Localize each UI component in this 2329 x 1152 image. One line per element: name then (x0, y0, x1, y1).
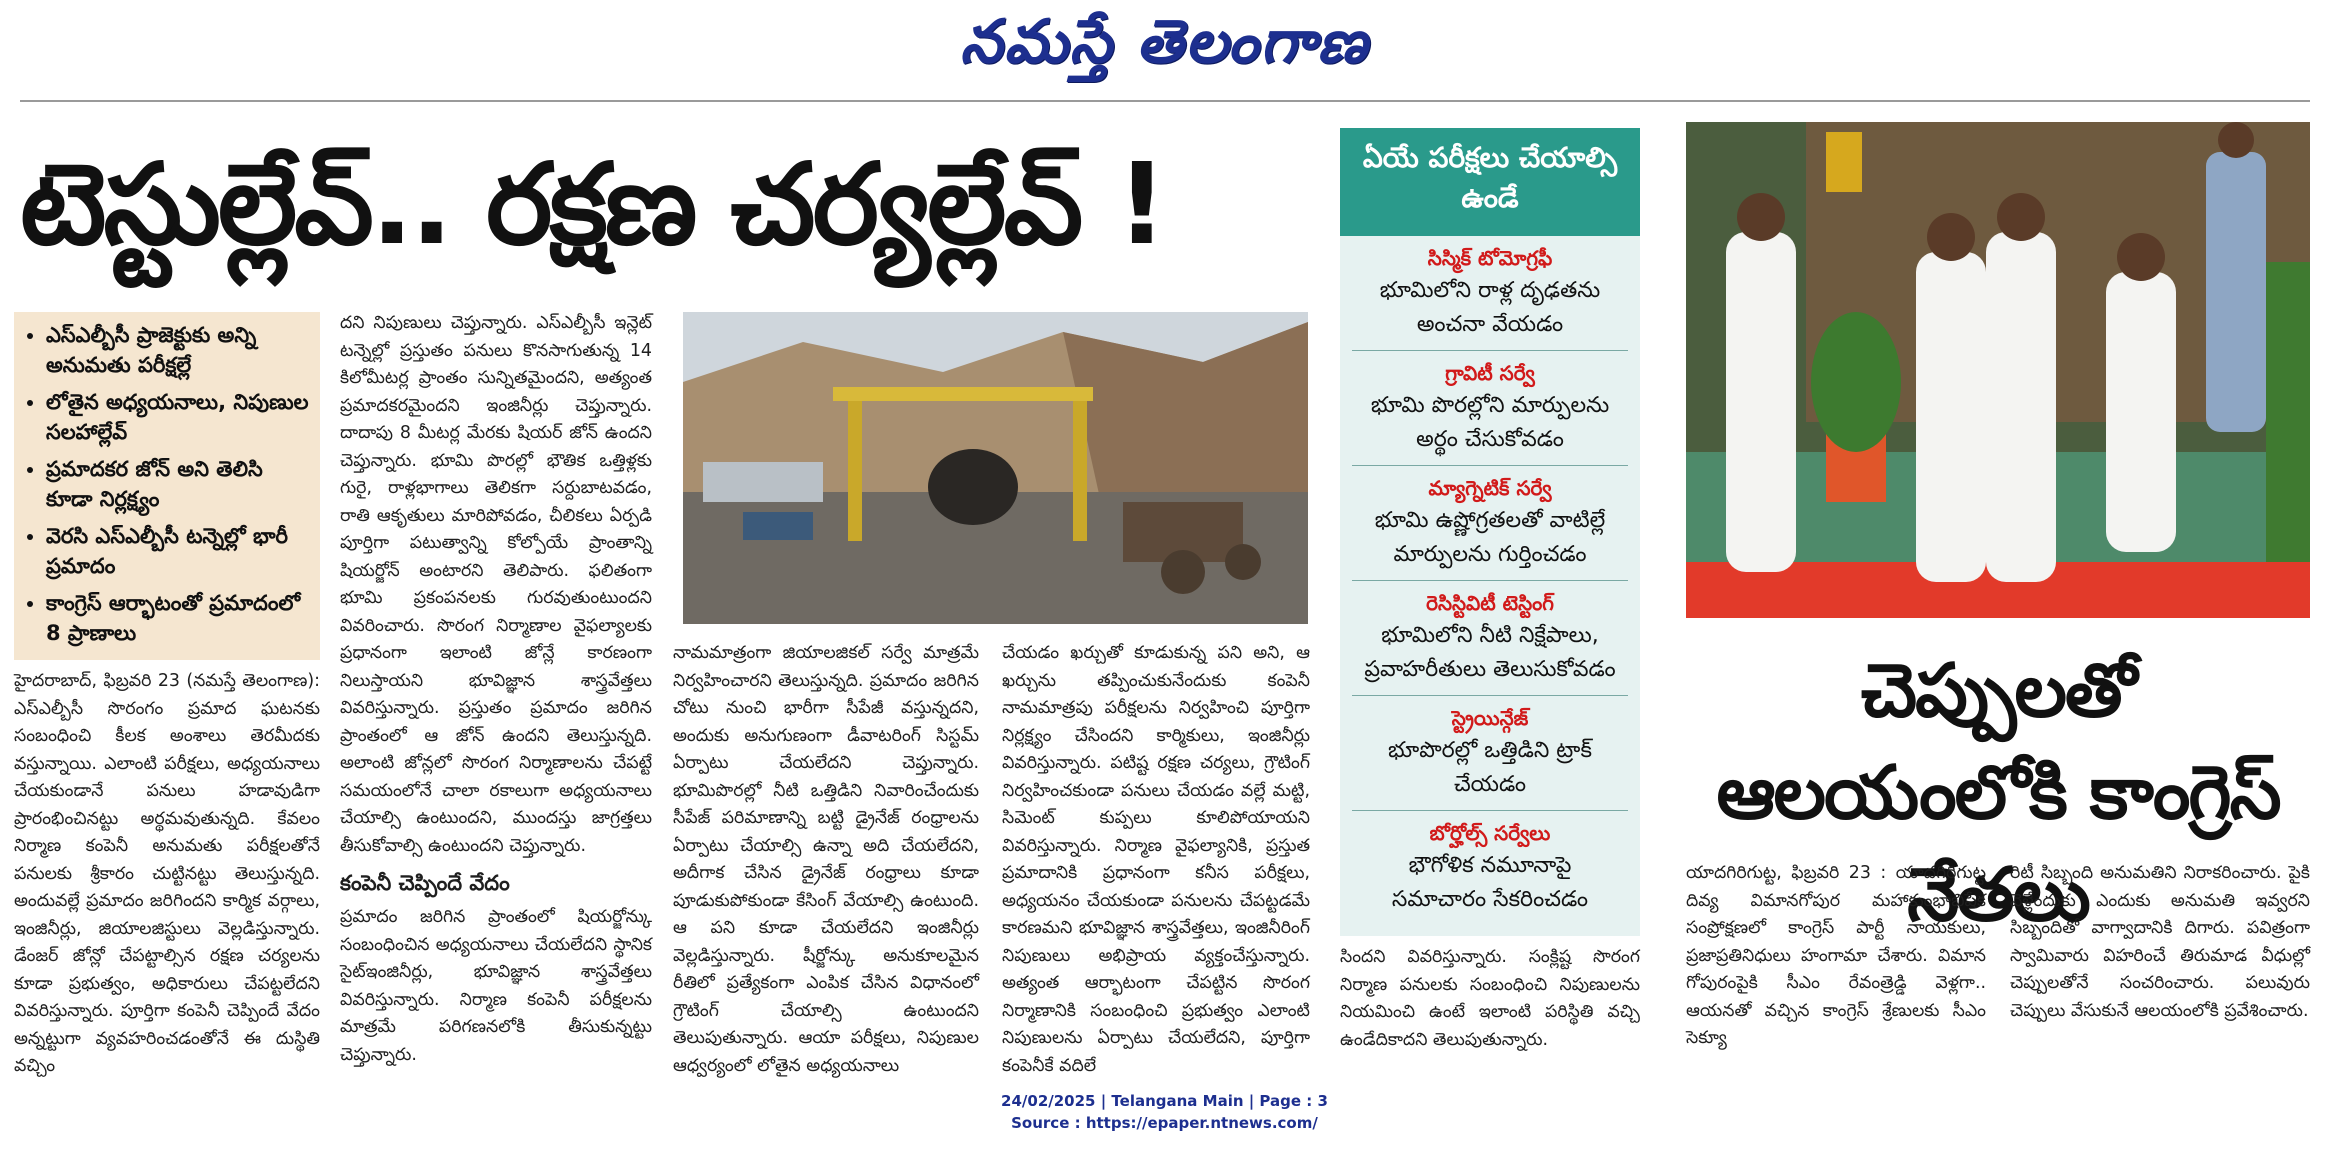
sidebar-item (1352, 236, 1628, 351)
sidebar-item-title: రెసిస్టివిటీ టెస్టింగ్ (1426, 591, 1554, 615)
sidebar-item (1352, 811, 1628, 925)
article-column-3: నామమాత్రంగా జియాలజికల్ సర్వే మాత్రమే నిర్వహించారని తెలుస్తున్నది. ప్రమాదం జరిగిన చోటు నుంచి భారీగా సీపేజీ వస్తున్నదని, అందుకు అనుగుణంగా డీవాటరింగ్ సిస్టమ్ ఏర్పాటు చేయలేదని చెప్తున్నారు. భూమిపొరల్లో నీటి ఒత్తిడిని నివారించేందుకు సీపేజ్ పరిమాణాన్ని బట్టి డ్రైనేజ్ రంధ్రాలను ఏర్పాటు చేయాల్సి ఉన్నా అది చేయలేదని, అదీగాక చేసిన డ్రైనేజ్ రంధ్రాలు కూడా పూడుకుపోకుండా కేసింగ్ వేయాల్సి ఉంటుంది. ఆ పని కూడా చేయలేదని ఇంజినీర్లు వెల్లడిస్తున్నారు. షీర్జోన్కు అనుకూలమైన రీతిలో ప్రత్యేకంగా ఎంపిక చేసిన విధానంలో గ్రౌటింగ్ చేయాల్సి ఉంటుందని తెలుపుతున్నారు. ఆయా పరీక్షలు, నిపుణుల ఆధ్వర్యంలో లోతైన అధ్యయనాలు (673, 643, 979, 1076)
edition-info: 24/02/2025 | Telangana Main | Page : 3 (1001, 1092, 1328, 1110)
summary-point: • ప్రమాదకర జోన్ అని తెలిసి కూడా నిర్లక్ష్యం (46, 454, 310, 514)
summary-box (14, 312, 320, 660)
sidebar-item-title: మ్యాగ్నెటిక్ సర్వే (1428, 476, 1552, 500)
sidebar-item-title: స్ట్రెయిన్గేజ్ (1451, 706, 1529, 730)
sidebar-item (1352, 351, 1628, 466)
page-footer (0, 1090, 2329, 1134)
sidebar-item (1352, 466, 1628, 581)
article-column-5: సిందని వివరిస్తున్నారు. సంక్లిష్ట సొరంగ నిర్మాణ పనులకు సంబంధించి నిపుణులను నియమించి ఉంటే ఇలాంటి పరిస్థితి వచ్చి ఉండేదికాదని తెలుపుతున్నారు. (1340, 947, 1640, 1050)
second-article-column-1: యాదగిరిగుట్ట, ఫిబ్రవరి 23 : యాదగిరిగుట్ట దివ్య విమానగోపుర మహాకుంభాభిషేక సంప్రోక్షణలో కాంగ్రెస్ పార్టీ నాయకులు, ప్రజాప్రతినిధులు హంగామా చేశారు. విమాన గోపురంపైకి సీఎం రేవంత్రెడ్డి వెళ్లగా.. ఆయనతో వచ్చిన కాంగ్రెస్ శ్రేణులకు సీఎం సెక్యూ (1686, 863, 1986, 1048)
article-column-1: హైదరాబాద్, ఫిబ్రవరి 23 (నమస్తే తెలంగాణ): ఎస్ఎల్బీసీ సొరంగం ప్రమాద ఘటనకు సంబంధించి కీలక అంశాలు తెరమీదకు వస్తున్నాయి. ఎలాంటి పరీక్షలు, అధ్యయనాలు చేయకుండానే పనులు హడావుడిగా ప్రారంభించినట్టు అర్థమవుతున్నది. కేవలం నిర్మాణ కంపెనీ అనుమతు పరీక్షలతోనే పనులకు శ్రీకారం చుట్టినట్టు తెలుస్తున్నది. అందువల్లే ప్రమాదం జరిగిందని కార్మిక వర్గాలు, ఇంజినీర్లు, జియాలజిస్టులు వెల్లడిస్తున్నారు. డేంజర్ జోన్లో చేపట్టాల్సిన రక్షణ చర్యలను కూడా ప్రభుత్వం, అధికారులు చేపట్టలేదని వివరిస్తున్నారు. పూర్తిగా కంపెనీ చెప్పిందే వేదం అన్నట్టుగా వ్యవహరించడంతోనే ఈ దుస్థితి వచ్చిం (14, 671, 320, 1076)
tunnel-site-photo (683, 312, 1308, 624)
second-article-column-2: రిటీ సిబ్బంది అనుమతిని నిరాకరించారు. పైకి వెళ్లేందుకు ఎందుకు అనుమతి ఇవ్వరని సిబ్బందితో వాగ్వాదానికి దిగారు. పవిత్రంగా స్వామివారు విహరించే తిరుమాడ వీధుల్లో చెప్పులతోనే సంచరించారు. పలువురు చెప్పులు వేసుకునే ఆలయంలోకి ప్రవేశించారు. (2010, 863, 2310, 1021)
main-headline: టెస్టుల్లేవ్.. రక్షణ చర్యల్లేవ్ ! (20, 140, 1165, 270)
tests-sidebar (1340, 128, 1640, 936)
masthead-title: నమస్తే తెలంగాణ (959, 7, 1370, 77)
temple-leaders-illustration (1686, 122, 2310, 618)
summary-point: • కాంగ్రెస్ ఆర్భాటంతో ప్రమాదంలో 8 ప్రాణాలు (46, 588, 310, 648)
summary-point: • వెరసి ఎస్ఎల్బీసీ టన్నెల్లో భారీ ప్రమాదం (46, 521, 310, 581)
sidebar-item-text: భూమి పొరల్లోని మార్పులను అర్థం చేసుకోవడం (1370, 393, 1610, 452)
temple-leaders-photo (1686, 122, 2310, 618)
sidebar-title: ఏయే పరీక్షలు చేయాల్సి ఉండే (1340, 128, 1640, 236)
article-column-4: చేయడం ఖర్చుతో కూడుకున్న పని అని, ఆ ఖర్చును తప్పించుకునేందుకు కంపెనీ నామమాత్రపు పరీక్షలను నిర్వహించి పూర్తిగా నిర్లక్ష్యం చేసిందని కార్మికులు, ఇంజినీర్లు వివరిస్తున్నారు. పటిష్ట రక్షణ చర్యలు, గ్రౌటింగ్ నిర్వహించకుండా పనులు చేయడం వల్లే మట్టి, సిమెంట్ కుప్పలు కూలిపోయాయని వివరిస్తున్నారు. నిర్మాణ వైఫల్యానికి, ప్రస్తుత ప్రమాదానికి ప్రధానంగా కనీస పరీక్షలు, అధ్యయనం చేయకుండా పనులను చేపట్టడమే కారణమని భూవిజ్ఞాన శాస్త్రవేత్తలు, ఇంజినీరింగ్ నిపుణులు అభిప్రాయ వ్యక్తంచేస్తున్నారు. అత్యంత ఆర్భాటంగా చేపట్టిన సొరంగ నిర్మాణానికి సంబంధించి ప్రభుత్వం ఎలాంటి నిపుణులను ఏర్పాటు చేయలేదని, పూర్తిగా కంపెనీకే వదిలే (1002, 643, 1310, 1076)
sidebar-item-text: భూపొరల్లో ఒత్తిడిని ట్రాక్ చేయడం (1388, 738, 1592, 797)
second-headline: చెప్పులతో ఆలయంలోకి కాంగ్రెస్ నేతలు (1716, 648, 2280, 938)
sidebar-item-text: భూమి ఉష్ణోగ్రతలతో వాటిల్లే మార్పులను గుర్తించడం (1374, 508, 1606, 567)
article-subhead: కంపెనీ చెప్పిందే వేదం (340, 871, 510, 895)
sidebar-item (1352, 696, 1628, 811)
article-column-2 (340, 310, 652, 1065)
article-paragraph: ప్రమాదం జరిగిన ప్రాంతంలో షియర్జోన్కు సంబంధించిన అధ్యయనాలు చేయలేదని స్థానిక సైట్ఇంజినీర్లు, భూవిజ్ఞాన శాస్త్రవేత్తలు వివరిస్తున్నారు. నిర్మాణ కంపెనీ పరీక్షలను మాత్రమే పరిగణనలోకి తీసుకున్నట్టు చెప్తున్నారు. (340, 907, 652, 1065)
summary-point: • ఎస్ఎల్బీసీ ప్రాజెక్టుకు అన్ని అనుమతు పరీక్షల్లే (46, 320, 310, 380)
sidebar-item-title: గ్రావిటీ సర్వే (1445, 361, 1535, 385)
sidebar-item-title: బోర్హోల్స్ సర్వేలు (1429, 821, 1551, 845)
article-paragraph: దని నిపుణులు చెప్తున్నారు. ఎస్ఎల్బీసీ ఇన్లెట్ టన్నెల్లో ప్రస్తుతం పనులు కొనసాగుతున్న 14 కిలోమీటర్ల ప్రాంతం సున్నితమైందని, అత్యంత ప్రమాదకరమైందని ఇంజినీర్లు చెప్తున్నారు. దాదాపు 8 మీటర్ల మేరకు షియర్ జోన్ ఉందని చెప్తున్నారు. భూమి పొరల్లో భౌతిక ఒత్తిళ్లకు గురై, రాళ్లభాగాలు తెలికగా సర్దుబాటవడం, రాతి ఆకృతులు మారిపోవడం, చీలికలు ఏర్పడి పూర్తిగా పటుత్వాన్ని కోల్పోయే ప్రాంతాన్ని షియర్జోన్ అంటారని తెలిపారు. ఫలితంగా భూమి ప్రకంపనలకు గురవుతుంటుందని వివరించారు. సొరంగ నిర్మాణాల వైఫల్యాలకు ప్రధానంగా ఇలాంటి జోన్లే కారణంగా నిలుస్తాయని భూవిజ్ఞాన శాస్త్రవేత్తలు వివరిస్తున్నారు. ప్రస్తుతం ప్రమాదం జరిగిన ప్రాంతంలో ఆ జోన్ ఉందని తెలుస్తున్నది. అలాంటి జోన్లలో సొరంగ నిర్మాణాలను చేపట్టే సమయంలోనే చాలా రకాలుగా అధ్యయనాలు చేయాల్సి ఉంటుందని, ముందస్తు జాగ్రత్తలు తీసుకోవాల్సి ఉంటుందని చెప్తున్నారు. (340, 313, 652, 856)
sidebar-item-text: భూమిలోని రాళ్ల దృఢతను అంచనా వేయడం (1379, 278, 1601, 337)
sidebar-item-text: భూమిలోని నీటి నిక్షేపాలు, ప్రవాహరీతులు తెలుసుకోవడం (1364, 623, 1616, 682)
source-link[interactable]: Source : https://epaper.ntnews.com/ (1011, 1114, 1318, 1132)
summary-point: • లోతైన అధ్యయనాలు, నిపుణుల సలహాల్లేవ్ (46, 387, 310, 447)
tunnel-site-illustration (683, 312, 1308, 624)
masthead-divider (20, 100, 2310, 102)
sidebar-item-text: భౌగోళిక నమూనాపై సమాచారం సేకరించడం (1391, 853, 1589, 912)
sidebar-item-title: సిస్మిక్ టోమోగ్రఫీ (1427, 246, 1553, 270)
sidebar-item (1352, 581, 1628, 696)
